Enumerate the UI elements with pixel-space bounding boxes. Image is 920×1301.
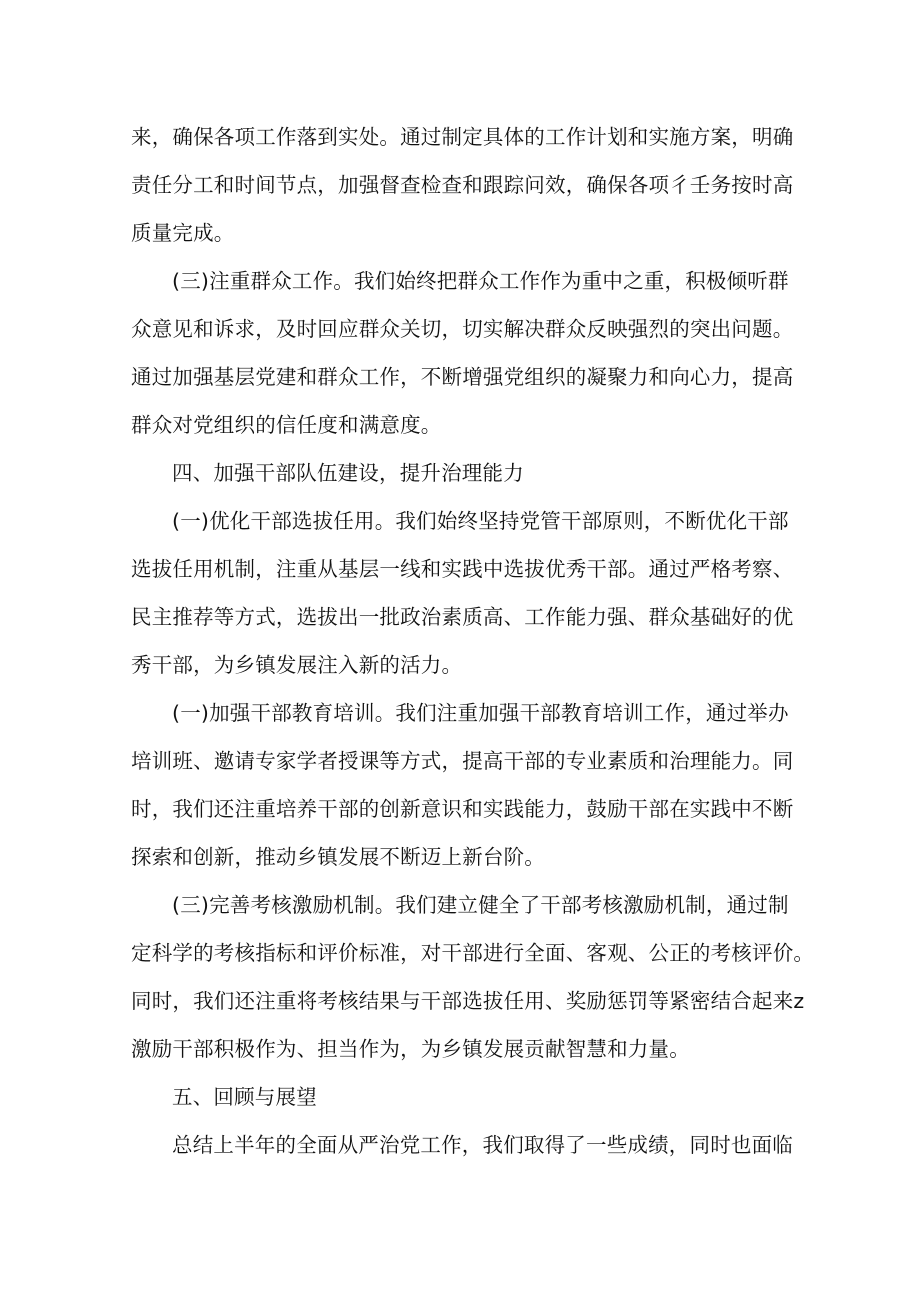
paragraph-line: 激励干部积极作为、担当作为，为乡镇发展贡献智慧和力量。 [131, 1037, 690, 1061]
paragraph-line: 责任分工和时间节点，加强督查检查和跟踪问效，确保各项彳壬务按时高 [131, 173, 794, 197]
paragraph-line: 民主推荐等方式，选拔出一批政治素质高、工作能力强、群众基础好的优 [131, 605, 794, 629]
paragraph-line: (一)加强干部教育培训。我们注重加强干部教育培训工作，通过举办 [172, 701, 789, 725]
paragraph-line: 通过加强基层党建和群众工作，不断增强党组织的凝聚力和向心力，提高 [131, 365, 794, 389]
section-heading: 四、加强干部队伍建设，提升治理能力 [172, 461, 524, 485]
section-heading: 五、回顾与展望 [172, 1085, 317, 1109]
paragraph-line: 同时，我们还注重将考核结果与干部选拔任用、奖励惩罚等紧密结合起来z [131, 989, 805, 1013]
paragraph-line: 众意见和诉求，及时回应群众关切，切实解决群众反映强烈的突出问题。 [131, 317, 794, 341]
paragraph-line: 来，确保各项工作落到实处。通过制定具体的工作计划和实施方案，明确 [131, 125, 794, 149]
paragraph-line: 定科学的考核指标和评价标准，对干部进行全面、客观、公正的考核评价。 [131, 941, 815, 965]
paragraph-line: 培训班、邀请专家学者授课等方式，提高干部的专业素质和治理能力。同 [131, 749, 794, 773]
paragraph-line: (三)完善考核激励机制。我们建立健全了干部考核激励机制，通过制 [172, 893, 789, 917]
paragraph-line: 总结上半年的全面从严治党工作，我们取得了一些成绩，同时也面临 [172, 1133, 793, 1157]
paragraph-line: (一)优化干部选拔任用。我们始终坚持党管干部原则，不断优化干部 [172, 509, 789, 533]
paragraph-line: 选拔任用机制，注重从基层一线和实践中选拔优秀干部。通过严格考察、 [131, 557, 794, 581]
paragraph-line: 探索和创新，推动乡镇发展不断迈上新台阶。 [131, 845, 545, 869]
paragraph-line: 群众对党组织的信任度和满意度。 [131, 413, 442, 437]
paragraph-line: 质量完成。 [131, 221, 235, 245]
paragraph-line: 时，我们还注重培养干部的创新意识和实践能力，鼓励干部在实践中不断 [131, 797, 794, 821]
paragraph-line: 秀干部，为乡镇发展注入新的活力。 [131, 653, 463, 677]
paragraph-line: (三)注重群众工作。我们始终把群众工作作为重中之重，积极倾听群 [172, 269, 789, 293]
